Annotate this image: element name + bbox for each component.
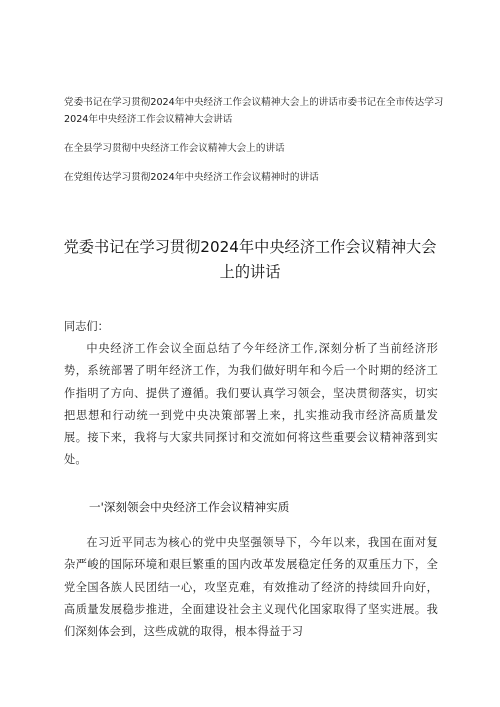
body-paragraph: 在习近平同志为核心的党中央坚强领导下，今年以来，我国在面对复杂严峻的国际环境和艰巨繁重的国内改革发展稳定任务的双重压力下，全党全国各族人民团结一心，攻坚克难，有效推动了经济的持续回升向好，高质量发展稳步推进，全面建设社会主义现代化国家取得了坚实进展。我们深刻体会到，这些成就的取得，根本得益于习 — [64, 536, 438, 639]
salutation: 同志们： — [64, 320, 109, 333]
document-title: 党委书记在学习贯彻2024年中央经济工作会议精神大会上的讲话 — [63, 238, 437, 281]
toc-item[interactable]: 在党组传达学习贯彻2024年中央经济工作会议精神时的讲话 — [64, 172, 319, 183]
body-paragraph: 中央经济工作会议全面总结了今年经济工作,深刻分析了当前经济形势，系统部署了明年经济工作，为我们做好明年和今后一个时期的经济工作指明了方向、提供了遵循。我们要认真学习领会，坚决贯彻落实，切实把思想和行动统一到党中央决策部署上来，扎实推动我市经济高质量发展。接下来，我将与大家共同探讨和交流如何将这些重要会议精神落到实处。 — [64, 342, 438, 467]
toc-item[interactable]: 在全县学习贯彻中央经济工作会议精神大会上的讲话 — [64, 143, 285, 154]
section-heading: 一'深刻领会中央经济工作会议精神实质 — [89, 500, 290, 514]
table-of-contents — [64, 94, 454, 198]
toc-item[interactable]: 党委书记在学习贯彻2024年中央经济工作会议精神大会上的讲话市委书记在全市传达学习2024年中央经济工作会议精神大会讲话 — [64, 97, 444, 125]
